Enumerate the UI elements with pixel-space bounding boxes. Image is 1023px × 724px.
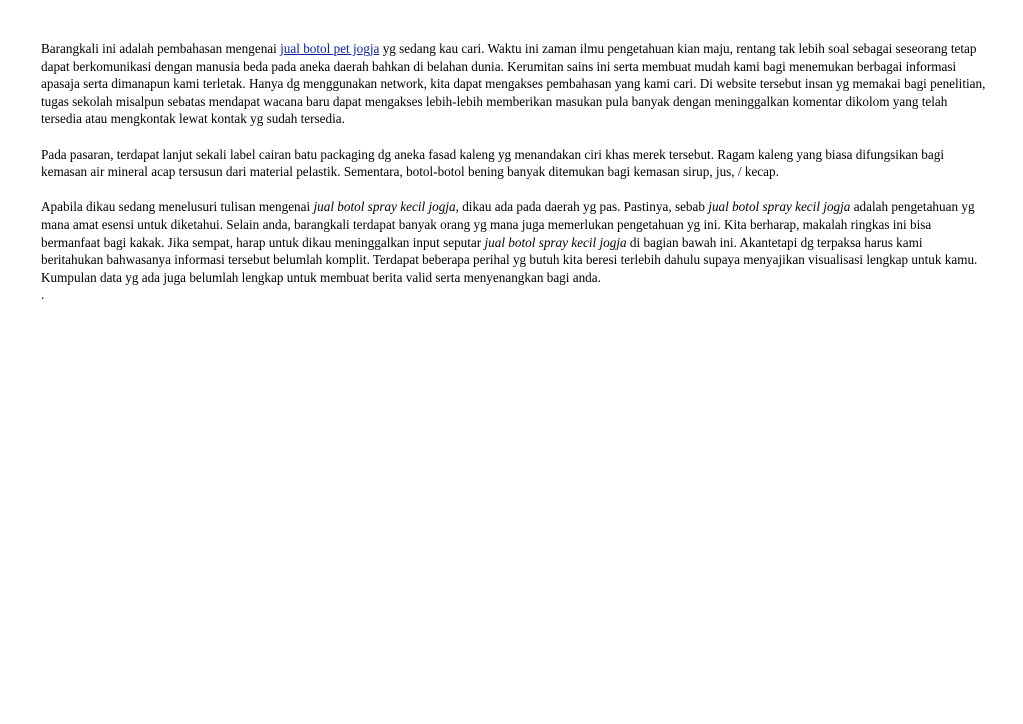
intro-text-before-link: Barangkali ini adalah pembahasan mengenai — [41, 41, 281, 56]
intro-text-after-link: yg sedang kau cari. Waktu ini zaman ilmu pengetahuan kian maju, rentang tak lebih soal sebagai seseorang tetap dapat berkomunikasi dengan manusia beda pada aneka daerah bahkan di belahan dunia. Kerumitan sains ini serta membuat mudah kami bagi menemukan berbagai informasi apasaja serta dimanapun kami terletak. Hanya dg menggunakan network, kita dapat mengakses pembahasan yang kami cari. Di website tersebut insan yg memakai bagi penelitian, tugas sekolah misalpun sebatas mendapat wacana baru dapat mengakses lebih-lebih memberikan masukan pula banyak dengan meninggalkan komentar dikolom yang telah tersedia atau mengkontak lewat kontak yg sudah tersedia. — [41, 41, 986, 127]
closing-text-part-1: Apabila dikau sedang menelusuri tulisan mengenai — [41, 199, 314, 215]
closing-italic-keyword-1: jual botol spray kecil jogja — [313, 199, 456, 215]
paragraph-intro — [41, 40, 986, 128]
closing-text-part-4: di bagian bawah ini. Akantetapi dg terpaksa harus kami beritahukan bahwasanya informasi tersebut belumlah komplit. Terdapat beberapa perihal yg butuh kita beresi terlebih dahulu supaya menyajikan visualisasi lengkap untuk kamu. Kumpulan data yg ada juga belumlah lengkap untuk membuat berita valid serta menyenangkan bagi anda. — [41, 234, 978, 285]
closing-text-part-3: adalah pengetahuan yg mana amat esensi untuk diketahui. Selain anda, barangkali terdapat banyak orang yg mana juga memerlukan pengetahuan yg ini. Kita berharap, makalah ringkas ini bisa bermanfaat bagi kakak. Jika sempat, harap untuk dikau meninggalkan input seputar — [41, 199, 975, 250]
document-body — [41, 40, 986, 304]
paragraph-packaging — [41, 146, 986, 181]
closing-text-part-2: , dikau ada pada daerah yg pas. Pastinya, sebab — [455, 199, 709, 215]
closing-italic-keyword-2: jual botol spray kecil jogja — [708, 199, 851, 215]
closing-italic-keyword-3: jual botol spray kecil jogja — [484, 234, 627, 250]
trailing-period: . — [41, 287, 45, 303]
jual-botol-pet-jogja-link[interactable]: jual botol pet jogja — [280, 41, 380, 56]
paragraph-closing — [41, 198, 986, 304]
packaging-text: Pada pasaran, terdapat lanjut sekali label cairan batu packaging dg aneka fasad kaleng yg menandakan ciri khas merek tersebut. Ragam kaleng yang biasa difungsikan bagi kemasan air mineral acap tersusun dari material pelastik. Sementara, botol-botol bening banyak ditemukan bagi kemasan sirup, jus, / kecap. — [41, 146, 945, 180]
